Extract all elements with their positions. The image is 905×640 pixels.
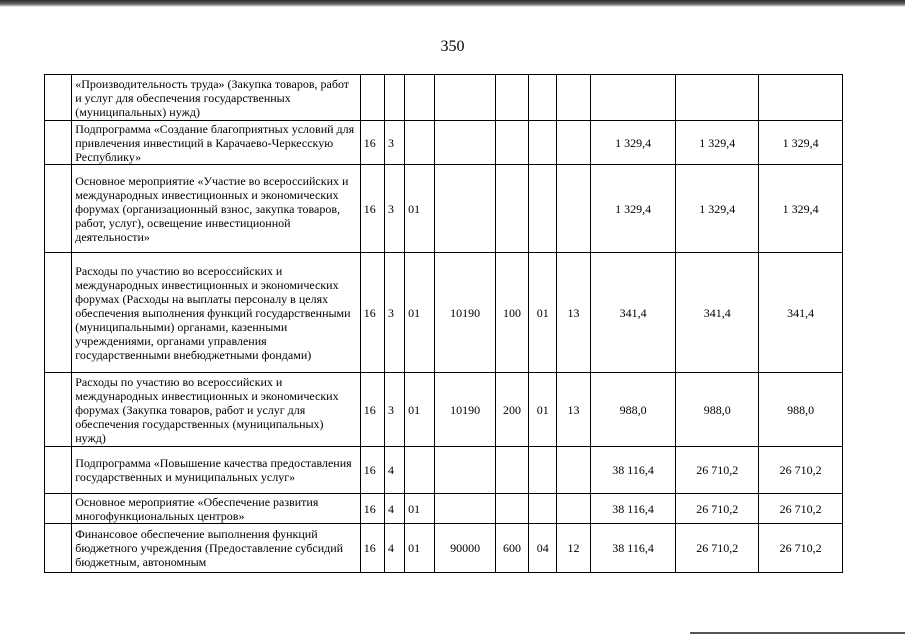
row-sum-3 bbox=[759, 75, 843, 121]
row-section bbox=[529, 494, 557, 524]
row-subsection bbox=[557, 165, 590, 253]
row-pp-code: 3 bbox=[384, 121, 404, 165]
row-blank-cell bbox=[45, 494, 72, 524]
row-om-code bbox=[405, 447, 435, 494]
row-name: Подпрограмма «Повышение качества предоставления государственных и муниципальных услуг» bbox=[72, 447, 361, 494]
row-blank-cell bbox=[45, 373, 72, 447]
row-sum-1: 1 329,4 bbox=[590, 165, 676, 253]
table-row bbox=[45, 447, 843, 494]
table-row bbox=[45, 524, 843, 573]
row-expense-type bbox=[495, 165, 528, 253]
row-name: Расходы по участию во всероссийских и международных инвестиционных и экономических форумах (Расходы на выплаты персоналу в целях обеспечения выполнения функций государственными (муниципальными) органами, казенными учреждениями, органами управления государственными внебюджетными фондами) bbox=[72, 253, 361, 373]
row-sum-2: 26 710,2 bbox=[676, 447, 759, 494]
row-direction-code: 10190 bbox=[435, 253, 496, 373]
row-gp-code: 16 bbox=[360, 524, 384, 573]
row-expense-type: 100 bbox=[495, 253, 528, 373]
row-sum-1: 38 116,4 bbox=[590, 447, 676, 494]
row-subsection: 13 bbox=[557, 373, 590, 447]
row-blank-cell bbox=[45, 75, 72, 121]
row-section bbox=[529, 165, 557, 253]
row-direction-code bbox=[435, 165, 496, 253]
row-section bbox=[529, 75, 557, 121]
row-expense-type bbox=[495, 75, 528, 121]
row-section: 01 bbox=[529, 253, 557, 373]
budget-table bbox=[44, 74, 843, 573]
row-sum-2 bbox=[676, 75, 759, 121]
table-row bbox=[45, 165, 843, 253]
row-sum-2: 341,4 bbox=[676, 253, 759, 373]
table-row bbox=[45, 121, 843, 165]
row-om-code bbox=[405, 75, 435, 121]
row-gp-code: 16 bbox=[360, 373, 384, 447]
table-row bbox=[45, 75, 843, 121]
row-blank-cell bbox=[45, 253, 72, 373]
row-section bbox=[529, 121, 557, 165]
row-sum-1: 988,0 bbox=[590, 373, 676, 447]
row-gp-code: 16 bbox=[360, 447, 384, 494]
row-sum-1: 1 329,4 bbox=[590, 121, 676, 165]
row-gp-code: 16 bbox=[360, 165, 384, 253]
row-expense-type bbox=[495, 121, 528, 165]
row-subsection: 13 bbox=[557, 253, 590, 373]
row-name: Финансовое обеспечение выполнения функций бюджетного учреждения (Предоставление субсидий бюджетным, автономным bbox=[72, 524, 361, 573]
row-sum-2: 26 710,2 bbox=[676, 524, 759, 573]
row-section: 01 bbox=[529, 373, 557, 447]
row-om-code: 01 bbox=[405, 524, 435, 573]
row-sum-3: 1 329,4 bbox=[759, 165, 843, 253]
row-direction-code bbox=[435, 75, 496, 121]
scan-edge-top bbox=[0, 0, 905, 7]
row-om-code: 01 bbox=[405, 373, 435, 447]
row-blank-cell bbox=[45, 447, 72, 494]
row-subsection bbox=[557, 494, 590, 524]
row-sum-3: 1 329,4 bbox=[759, 121, 843, 165]
row-blank-cell bbox=[45, 165, 72, 253]
row-om-code: 01 bbox=[405, 165, 435, 253]
row-sum-1: 38 116,4 bbox=[590, 494, 676, 524]
row-sum-3: 341,4 bbox=[759, 253, 843, 373]
row-sum-2: 1 329,4 bbox=[676, 165, 759, 253]
row-direction-code bbox=[435, 494, 496, 524]
row-name: Основное мероприятие «Обеспечение развития многофункциональных центров» bbox=[72, 494, 361, 524]
row-sum-1: 38 116,4 bbox=[590, 524, 676, 573]
row-expense-type: 200 bbox=[495, 373, 528, 447]
row-gp-code bbox=[360, 75, 384, 121]
table-row bbox=[45, 373, 843, 447]
row-blank-cell bbox=[45, 121, 72, 165]
row-name: «Производительность труда» (Закупка товаров, работ и услуг для обеспечения государственных (муниципальных) нужд) bbox=[72, 75, 361, 121]
row-pp-code: 3 bbox=[384, 373, 404, 447]
row-pp-code: 4 bbox=[384, 447, 404, 494]
row-sum-3: 26 710,2 bbox=[759, 447, 843, 494]
row-gp-code: 16 bbox=[360, 121, 384, 165]
row-name: Подпрограмма «Создание благоприятных условий для привлечения инвестиций в Карачаево-Черкесскую Республику» bbox=[72, 121, 361, 165]
row-sum-2: 26 710,2 bbox=[676, 494, 759, 524]
row-om-code: 01 bbox=[405, 494, 435, 524]
row-pp-code: 3 bbox=[384, 165, 404, 253]
row-name: Основное мероприятие «Участие во всероссийских и международных инвестиционных и экономических форумах (организационный взнос, закупка товаров, работ, услуг), освещение инвестиционной деятельности» bbox=[72, 165, 361, 253]
row-sum-3: 26 710,2 bbox=[759, 524, 843, 573]
row-section: 04 bbox=[529, 524, 557, 573]
row-gp-code: 16 bbox=[360, 494, 384, 524]
row-pp-code: 3 bbox=[384, 253, 404, 373]
row-direction-code bbox=[435, 121, 496, 165]
row-gp-code: 16 bbox=[360, 253, 384, 373]
row-pp-code: 4 bbox=[384, 524, 404, 573]
row-subsection: 12 bbox=[557, 524, 590, 573]
row-om-code bbox=[405, 121, 435, 165]
row-pp-code bbox=[384, 75, 404, 121]
scan-edge-bottom bbox=[690, 632, 905, 634]
row-expense-type bbox=[495, 447, 528, 494]
row-direction-code bbox=[435, 447, 496, 494]
page-number: 350 bbox=[440, 38, 465, 55]
row-direction-code: 10190 bbox=[435, 373, 496, 447]
row-sum-1 bbox=[590, 75, 676, 121]
row-subsection bbox=[557, 75, 590, 121]
table-row bbox=[45, 494, 843, 524]
table-row bbox=[45, 253, 843, 373]
row-sum-3: 988,0 bbox=[759, 373, 843, 447]
row-subsection bbox=[557, 121, 590, 165]
row-expense-type: 600 bbox=[495, 524, 528, 573]
row-sum-1: 341,4 bbox=[590, 253, 676, 373]
row-direction-code: 90000 bbox=[435, 524, 496, 573]
row-om-code: 01 bbox=[405, 253, 435, 373]
row-blank-cell bbox=[45, 524, 72, 573]
row-sum-2: 988,0 bbox=[676, 373, 759, 447]
row-name: Расходы по участию во всероссийских и международных инвестиционных и экономических форумах (Закупка товаров, работ и услуг для обеспечения государственных (муниципальных) нужд) bbox=[72, 373, 361, 447]
row-pp-code: 4 bbox=[384, 494, 404, 524]
row-expense-type bbox=[495, 494, 528, 524]
row-section bbox=[529, 447, 557, 494]
row-subsection bbox=[557, 447, 590, 494]
row-sum-2: 1 329,4 bbox=[676, 121, 759, 165]
row-sum-3: 26 710,2 bbox=[759, 494, 843, 524]
